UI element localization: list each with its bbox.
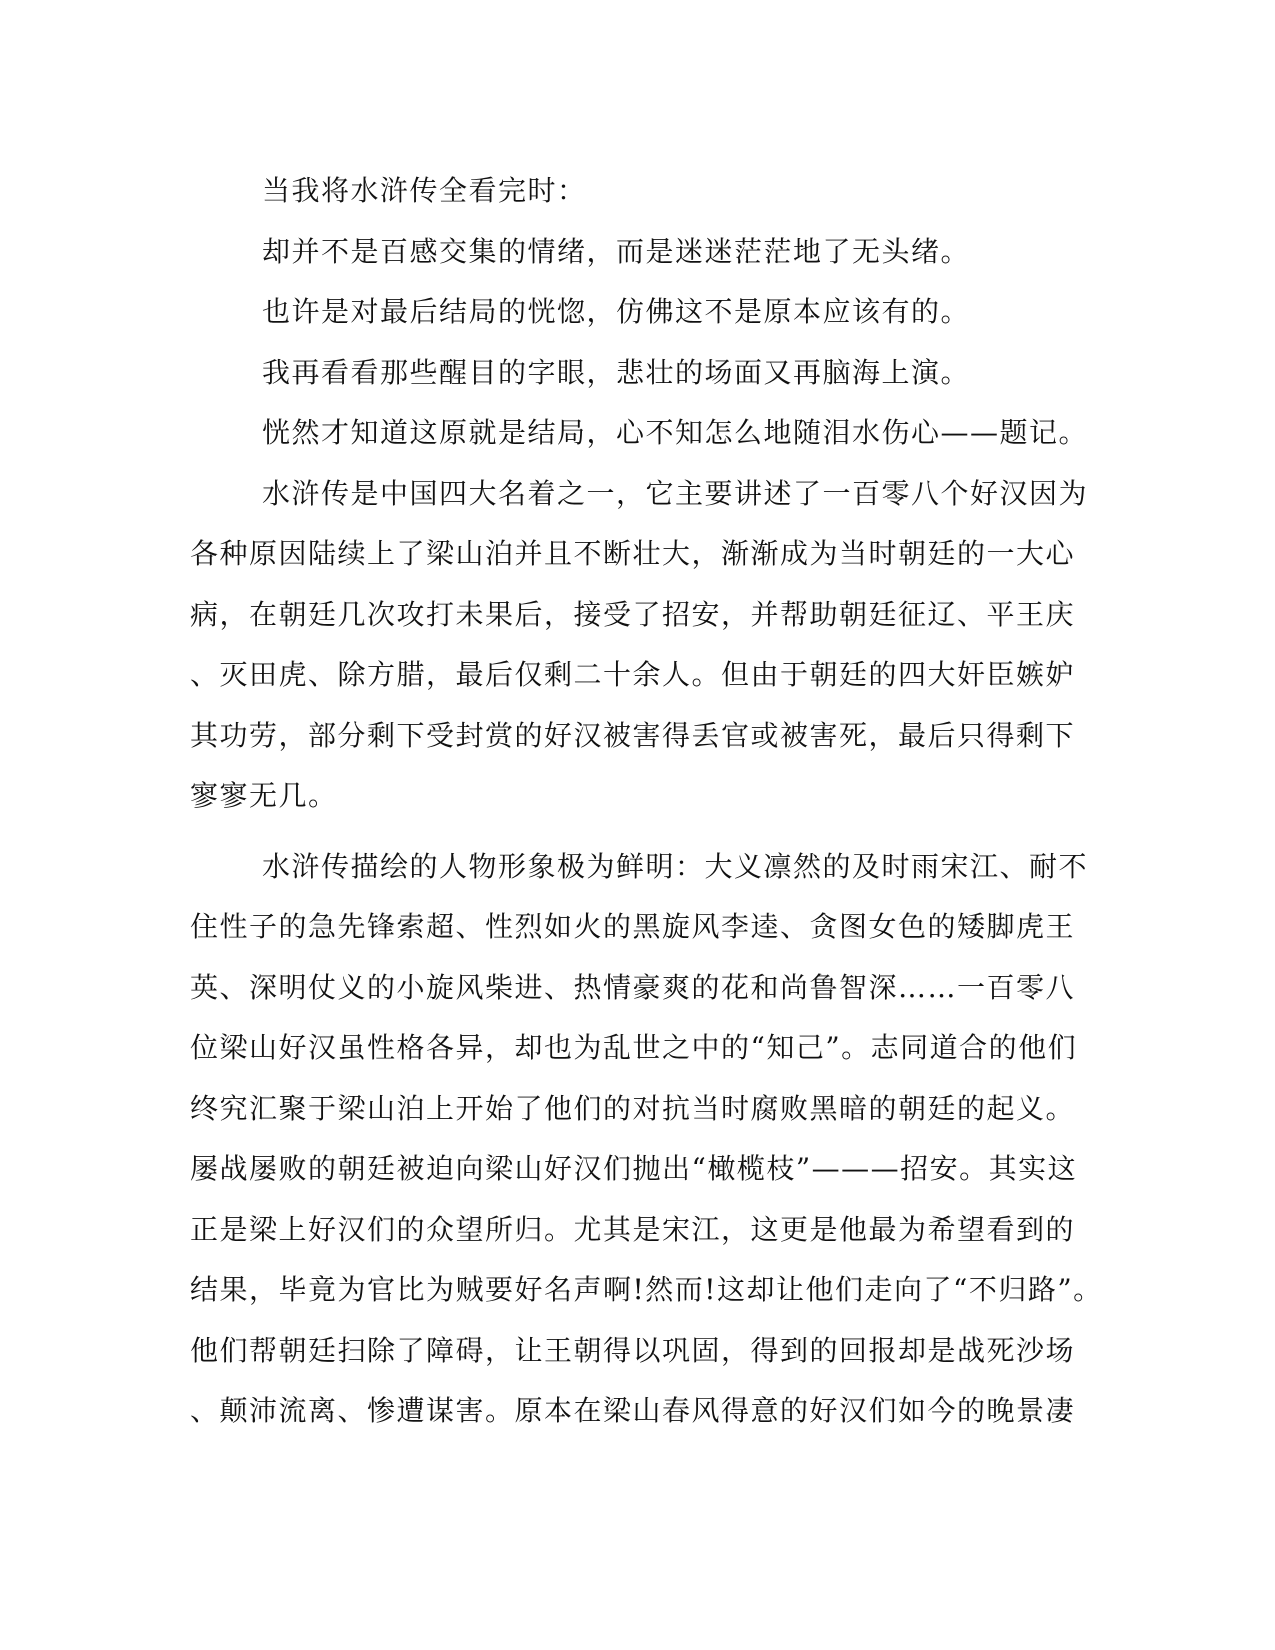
paragraph-line: 他们帮朝廷扫除了障碍，让王朝得以巩固，得到的回报却是战死沙场 xyxy=(190,1333,1076,1367)
paragraph-line: 位梁山好汉虽性格各异，却也为乱世之中的“知己”。志同道合的他们 xyxy=(190,1031,1078,1064)
paragraph-line: 、灭田虎、除方腊，最后仅剩二十余人。但由于朝廷的四大奸臣嫉妒 xyxy=(190,658,1076,691)
paragraph-line: 寥寥无几。 xyxy=(190,779,338,812)
paragraph-line: 各种原因陆续上了梁山泊并且不断壮大，渐渐成为当时朝廷的一大心 xyxy=(190,537,1076,570)
paragraph-line: 英、深明仗义的小旋风柴进、热情豪爽的花和尚鲁智深……一百零八 xyxy=(190,970,1076,1004)
paragraph-line: 水浒传描绘的人物形象极为鲜明：大义凛然的及时雨宋江、耐不 xyxy=(262,849,1089,883)
paragraph-line: 、颠沛流离、惨遭谋害。原本在梁山春风得意的好汉们如今的晚景凄 xyxy=(190,1394,1076,1427)
paragraph-line: 结果，毕竟为官比为贼要好名声啊!然而!这却让他们走向了“不归路”。 xyxy=(190,1273,1103,1306)
preface-line: 也许是对最后结局的恍惚，仿佛这不是原本应该有的。 xyxy=(262,295,971,328)
paragraph-line: 正是梁上好汉们的众望所归。尤其是宋江，这更是他最为希望看到的 xyxy=(190,1212,1076,1246)
paragraph-line: 终究汇聚于梁山泊上开始了他们的对抗当时腐败黑暗的朝廷的起义。 xyxy=(190,1091,1076,1125)
preface-line: 我再看看那些醒目的字眼，悲壮的场面又再脑海上演。 xyxy=(262,355,971,389)
document-body xyxy=(190,161,1103,1442)
paragraph-line: 水浒传是中国四大名着之一，它主要讲述了一百零八个好汉因为 xyxy=(262,476,1089,510)
preface-line: 恍然才知道这原就是结局，心不知怎么地随泪水伤心——题记。 xyxy=(262,416,1089,449)
preface-line: 当我将水浒传全看完时： xyxy=(262,174,587,207)
paragraph-line: 其功劳，部分剩下受封赏的好汉被害得丢官或被害死，最后只得剩下 xyxy=(190,718,1076,752)
paragraph-line: 病，在朝廷几次攻打未果后，接受了招安，并帮助朝廷征辽、平王庆 xyxy=(190,597,1076,631)
paragraph-line: 住性子的急先锋索超、性烈如火的黑旋风李逵、贪图女色的矮脚虎王 xyxy=(190,910,1076,943)
paragraph-line: 屡战屡败的朝廷被迫向梁山好汉们抛出“橄榄枝”———招安。其实这 xyxy=(190,1152,1078,1185)
preface-line: 却并不是百感交集的情绪，而是迷迷茫茫地了无头绪。 xyxy=(262,234,971,268)
